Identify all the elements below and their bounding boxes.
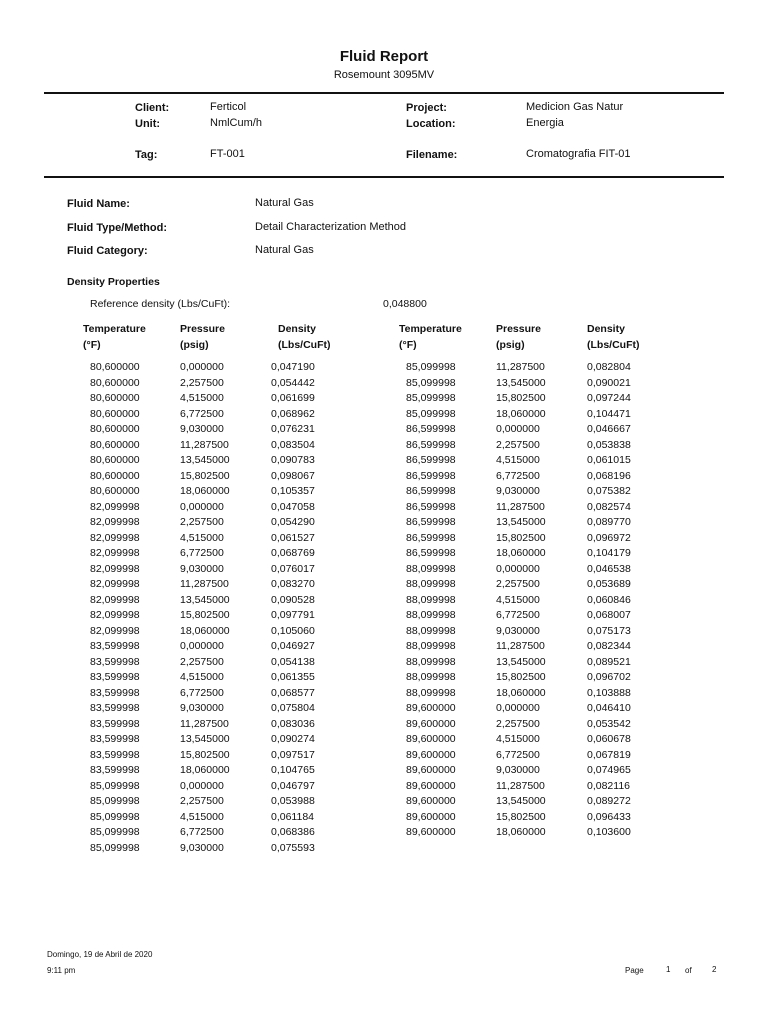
density-cell: 0,083504 — [271, 438, 315, 451]
report-subtitle: Rosemount 3095MV — [333, 69, 435, 81]
density-cell: 0,047058 — [271, 500, 315, 513]
footer-page-current: 1 — [666, 965, 671, 974]
fluid-name-label: Fluid Name: — [67, 198, 130, 210]
pressure-cell: 15,802500 — [496, 531, 546, 544]
pressure-cell: 4,515000 — [180, 392, 224, 404]
temperature-cell: 86,599998 — [406, 469, 456, 482]
temperature-cell: 89,600000 — [406, 764, 456, 776]
density-cell: 0,047190 — [271, 361, 315, 373]
temperature-cell: 85,099998 — [90, 810, 140, 823]
pressure-cell: 15,802500 — [496, 671, 546, 683]
density-cell: 0,061015 — [587, 454, 631, 466]
pressure-cell: 9,030000 — [180, 702, 224, 714]
temperature-cell: 83,599998 — [90, 671, 140, 683]
temperature-cell: 88,099998 — [406, 578, 456, 590]
density-cell: 0,089521 — [587, 655, 631, 668]
pressure-cell: 0,000000 — [180, 779, 224, 792]
pressure-cell: 11,287500 — [496, 361, 545, 373]
density-cell: 0,104179 — [587, 547, 631, 559]
temperature-cell: 82,099998 — [90, 578, 140, 590]
fluid-category-label: Fluid Category: — [67, 245, 148, 257]
density-cell: 0,068386 — [271, 826, 315, 838]
density-cell: 0,082804 — [587, 361, 631, 373]
density-cell: 0,098067 — [271, 469, 315, 482]
pressure-cell: 9,030000 — [180, 841, 224, 854]
temperature-cell: 85,099998 — [90, 779, 140, 792]
table-row — [0, 779, 768, 795]
temperature-cell: 88,099998 — [406, 671, 456, 683]
density-cell: 0,076017 — [271, 562, 315, 575]
pressure-cell: 4,515000 — [496, 733, 540, 745]
footer-date: Domingo, 19 de Abril de 2020 — [47, 950, 153, 959]
temperature-cell: 82,099998 — [90, 531, 140, 544]
fluid-type-value: Detail Characterization Method — [255, 221, 407, 233]
temperature-cell: 83,599998 — [90, 764, 140, 776]
pressure-cell: 18,060000 — [496, 686, 546, 699]
client-label: Client: — [135, 102, 170, 114]
footer-page-total: 2 — [712, 965, 717, 974]
temperature-cell: 82,099998 — [90, 562, 140, 575]
pressure-cell: 4,515000 — [180, 531, 224, 544]
pressure-cell: 18,060000 — [496, 826, 546, 838]
temperature-cell: 89,600000 — [406, 826, 456, 838]
pressure-cell: 0,000000 — [496, 562, 540, 575]
density-cell: 0,060846 — [587, 593, 631, 606]
table-row — [0, 670, 768, 686]
temperature-cell: 88,099998 — [406, 624, 456, 637]
density-cell: 0,090021 — [587, 376, 631, 389]
pressure-cell: 13,545000 — [496, 516, 546, 528]
temperature-cell: 85,099998 — [406, 376, 456, 389]
temperature-cell: 80,600000 — [90, 454, 140, 466]
table-row — [0, 841, 768, 857]
pressure-cell: 11,287500 — [496, 779, 545, 792]
temperature-cell: 82,099998 — [90, 516, 140, 528]
temperature-cell: 80,600000 — [90, 485, 140, 497]
temperature-cell: 89,600000 — [406, 795, 456, 807]
temperature-cell: 88,099998 — [406, 686, 456, 699]
pressure-cell: 13,545000 — [180, 454, 230, 466]
filename-value: Cromatografia FIT-01 — [526, 148, 631, 160]
table-row — [0, 531, 768, 547]
temperature-cell: 89,600000 — [406, 748, 456, 761]
density-cell: 0,082116 — [587, 779, 631, 792]
table-row — [0, 686, 768, 702]
table-row — [0, 701, 768, 717]
density-cell: 0,103600 — [587, 826, 631, 838]
table-row — [0, 639, 768, 655]
table-row — [0, 748, 768, 764]
density-cell: 0,096433 — [587, 810, 631, 823]
table-row — [0, 453, 768, 469]
reference-density-label: Reference density (Lbs/CuFt): — [90, 298, 231, 310]
density-cell: 0,089770 — [587, 516, 631, 528]
table-row — [0, 562, 768, 578]
pressure-cell: 11,287500 — [180, 438, 229, 451]
temperature-cell: 85,099998 — [406, 361, 456, 373]
pressure-cell: 0,000000 — [180, 361, 224, 373]
pressure-cell: 6,772500 — [496, 748, 540, 761]
pressure-cell: 9,030000 — [180, 423, 224, 435]
density-cell: 0,053838 — [587, 438, 631, 451]
pressure-cell: 6,772500 — [180, 407, 224, 420]
density-cell: 0,090528 — [271, 593, 315, 606]
temperature-cell: 80,600000 — [90, 469, 140, 482]
table-row — [0, 717, 768, 733]
temperature-cell: 89,600000 — [406, 779, 456, 792]
temperature-cell: 86,599998 — [406, 516, 456, 528]
pressure-cell: 18,060000 — [180, 764, 230, 776]
density-cell: 0,104765 — [271, 764, 315, 776]
project-label: Project: — [406, 102, 447, 114]
pressure-cell: 6,772500 — [180, 686, 224, 699]
density-cell: 0,053542 — [587, 717, 631, 730]
table-row — [0, 500, 768, 516]
density-cell: 0,068962 — [271, 407, 315, 420]
header-top-divider — [44, 92, 724, 94]
footer-of-label: of — [685, 966, 692, 975]
pressure-cell: 15,802500 — [180, 748, 230, 761]
density-cell: 0,061184 — [271, 810, 315, 823]
density-cell: 0,046667 — [587, 423, 631, 435]
temperature-cell: 83,599998 — [90, 748, 140, 761]
pressure-cell: 6,772500 — [180, 826, 224, 838]
pressure-cell: 2,257500 — [496, 438, 540, 451]
temperature-cell: 83,599998 — [90, 686, 140, 699]
density-cell: 0,075173 — [587, 624, 631, 637]
table-row — [0, 577, 768, 593]
pressure-cell: 4,515000 — [496, 593, 540, 606]
table-row — [0, 655, 768, 671]
pressure-cell: 13,545000 — [496, 655, 546, 668]
pressure-cell: 9,030000 — [180, 562, 224, 575]
table-row — [0, 794, 768, 810]
pressure-cell: 4,515000 — [496, 454, 540, 466]
pressure-cell: 2,257500 — [496, 717, 540, 730]
footer-time: 9:11 pm — [47, 966, 76, 975]
temperature-cell: 86,599998 — [406, 531, 456, 544]
density-cell: 0,053689 — [587, 578, 631, 590]
temperature-cell: 88,099998 — [406, 593, 456, 606]
unit-label: Unit: — [135, 118, 161, 130]
density-cell: 0,097791 — [271, 609, 315, 621]
header-bottom-divider — [44, 176, 724, 178]
density-cell: 0,067819 — [587, 748, 631, 761]
density-cell: 0,061527 — [271, 531, 315, 544]
pressure-cell: 6,772500 — [496, 609, 540, 621]
temperature-cell: 89,600000 — [406, 733, 456, 745]
density-cell: 0,061355 — [271, 671, 315, 683]
density-cell: 0,074965 — [587, 764, 631, 776]
table-row — [0, 484, 768, 500]
temperature-cell: 88,099998 — [406, 609, 456, 621]
table-row — [0, 515, 768, 531]
report-title: Fluid Report — [339, 48, 429, 65]
left-pressure-header: Pressure (psig) — [180, 323, 225, 351]
unit-value: NmlCum/h — [210, 117, 262, 129]
pressure-cell: 11,287500 — [180, 717, 229, 730]
pressure-cell: 2,257500 — [496, 578, 540, 590]
density-cell: 0,068196 — [587, 469, 631, 482]
pressure-cell: 2,257500 — [180, 516, 224, 528]
fluid-category-value: Natural Gas — [255, 244, 314, 256]
fluid-name-value: Natural Gas — [255, 197, 314, 209]
temperature-cell: 86,599998 — [406, 423, 456, 435]
table-row — [0, 469, 768, 485]
pressure-cell: 6,772500 — [180, 547, 224, 559]
density-cell: 0,076231 — [271, 423, 315, 435]
project-value: Medicion Gas Natur — [526, 101, 624, 113]
tag-value: FT-001 — [210, 148, 245, 160]
density-cell: 0,105357 — [271, 485, 315, 497]
pressure-cell: 9,030000 — [496, 485, 540, 497]
temperature-cell: 86,599998 — [406, 454, 456, 466]
table-row — [0, 360, 768, 376]
density-cell: 0,046797 — [271, 779, 315, 792]
tag-label: Tag: — [135, 149, 158, 161]
density-cell: 0,104471 — [587, 407, 631, 420]
pressure-cell: 6,772500 — [496, 469, 540, 482]
pressure-cell: 0,000000 — [496, 423, 540, 435]
temperature-cell: 85,099998 — [406, 407, 456, 420]
table-row — [0, 407, 768, 423]
density-cell: 0,090274 — [271, 733, 315, 745]
pressure-cell: 11,287500 — [180, 578, 229, 590]
pressure-cell: 0,000000 — [496, 702, 540, 714]
temperature-cell: 83,599998 — [90, 655, 140, 668]
pressure-cell: 18,060000 — [496, 407, 546, 420]
pressure-cell: 2,257500 — [180, 655, 224, 668]
pressure-cell: 18,060000 — [180, 485, 230, 497]
temperature-cell: 80,600000 — [90, 407, 140, 420]
temperature-cell: 82,099998 — [90, 609, 140, 621]
density-cell: 0,083036 — [271, 717, 315, 730]
pressure-cell: 11,287500 — [496, 640, 545, 652]
fluid-type-label: Fluid Type/Method: — [67, 222, 168, 234]
temperature-cell: 86,599998 — [406, 547, 456, 559]
table-row — [0, 391, 768, 407]
right-temperature-header: Temperature (°F) — [399, 323, 462, 351]
temperature-cell: 80,600000 — [90, 438, 140, 451]
temperature-cell: 85,099998 — [90, 795, 140, 807]
temperature-cell: 89,600000 — [406, 717, 456, 730]
density-cell: 0,053988 — [271, 795, 315, 807]
temperature-cell: 88,099998 — [406, 640, 456, 652]
temperature-cell: 85,099998 — [90, 841, 140, 854]
temperature-cell: 86,599998 — [406, 500, 456, 513]
table-row — [0, 438, 768, 454]
density-cell: 0,075804 — [271, 702, 315, 714]
density-cell: 0,082344 — [587, 640, 631, 652]
table-row — [0, 732, 768, 748]
temperature-cell: 80,600000 — [90, 392, 140, 404]
pressure-cell: 13,545000 — [180, 733, 230, 745]
left-temperature-header: Temperature (°F) — [83, 323, 146, 351]
density-cell: 0,105060 — [271, 624, 315, 637]
pressure-cell: 9,030000 — [496, 764, 540, 776]
right-density-header: Density (Lbs/CuFt) — [587, 323, 640, 351]
density-cell: 0,046410 — [587, 702, 631, 714]
temperature-cell: 85,099998 — [90, 826, 140, 838]
temperature-cell: 83,599998 — [90, 733, 140, 745]
density-cell: 0,089272 — [587, 795, 631, 807]
client-value: Ferticol — [210, 101, 247, 113]
pressure-cell: 2,257500 — [180, 376, 224, 389]
reference-density-value: 0,048800 — [383, 298, 427, 310]
temperature-cell: 82,099998 — [90, 547, 140, 559]
density-cell: 0,083270 — [271, 578, 315, 590]
density-cell: 0,096972 — [587, 531, 631, 544]
pressure-cell: 0,000000 — [180, 640, 224, 652]
pressure-cell: 13,545000 — [496, 795, 546, 807]
density-cell: 0,046538 — [587, 562, 631, 575]
table-row — [0, 608, 768, 624]
pressure-cell: 15,802500 — [180, 609, 230, 621]
pressure-cell: 11,287500 — [496, 500, 545, 513]
temperature-cell: 88,099998 — [406, 655, 456, 668]
density-cell: 0,054442 — [271, 376, 315, 389]
density-cell: 0,068769 — [271, 547, 315, 559]
table-row — [0, 825, 768, 841]
temperature-cell: 86,599998 — [406, 438, 456, 451]
pressure-cell: 9,030000 — [496, 624, 540, 637]
right-pressure-header: Pressure (psig) — [496, 323, 541, 351]
table-row — [0, 546, 768, 562]
temperature-cell: 89,600000 — [406, 702, 456, 714]
table-row — [0, 763, 768, 779]
pressure-cell: 15,802500 — [496, 392, 546, 404]
density-cell: 0,054138 — [271, 655, 315, 668]
pressure-cell: 15,802500 — [180, 469, 230, 482]
temperature-cell: 82,099998 — [90, 593, 140, 606]
filename-label: Filename: — [406, 149, 458, 161]
pressure-cell: 18,060000 — [180, 624, 230, 637]
temperature-cell: 89,600000 — [406, 810, 456, 823]
table-row — [0, 810, 768, 826]
density-cell: 0,046927 — [271, 640, 315, 652]
density-cell: 0,097517 — [271, 748, 315, 761]
density-cell: 0,103888 — [587, 686, 631, 699]
density-section-title: Density Properties — [67, 276, 160, 288]
temperature-cell: 83,599998 — [90, 640, 140, 652]
density-cell: 0,090783 — [271, 454, 315, 466]
temperature-cell: 80,600000 — [90, 376, 140, 389]
density-cell: 0,075382 — [587, 485, 631, 497]
table-row — [0, 593, 768, 609]
density-cell: 0,068007 — [587, 609, 631, 621]
table-row — [0, 376, 768, 392]
density-cell: 0,096702 — [587, 671, 631, 683]
density-cell: 0,054290 — [271, 516, 315, 528]
pressure-cell: 4,515000 — [180, 810, 224, 823]
density-cell: 0,097244 — [587, 392, 631, 404]
location-label: Location: — [406, 118, 456, 130]
temperature-cell: 80,600000 — [90, 361, 140, 373]
pressure-cell: 13,545000 — [180, 593, 230, 606]
temperature-cell: 86,599998 — [406, 485, 456, 497]
pressure-cell: 15,802500 — [496, 810, 546, 823]
location-value: Energia — [526, 117, 564, 129]
table-row — [0, 624, 768, 640]
pressure-cell: 0,000000 — [180, 500, 224, 513]
footer-page-label: Page — [625, 966, 644, 975]
density-cell: 0,082574 — [587, 500, 631, 513]
temperature-cell: 82,099998 — [90, 500, 140, 513]
pressure-cell: 18,060000 — [496, 547, 546, 559]
pressure-cell: 2,257500 — [180, 795, 224, 807]
density-cell: 0,075593 — [271, 841, 315, 854]
pressure-cell: 4,515000 — [180, 671, 224, 683]
pressure-cell: 13,545000 — [496, 376, 546, 389]
temperature-cell: 88,099998 — [406, 562, 456, 575]
temperature-cell: 85,099998 — [406, 392, 456, 404]
temperature-cell: 83,599998 — [90, 702, 140, 714]
table-row — [0, 422, 768, 438]
left-density-header: Density (Lbs/CuFt) — [278, 323, 331, 351]
density-cell: 0,068577 — [271, 686, 315, 699]
temperature-cell: 82,099998 — [90, 624, 140, 637]
temperature-cell: 83,599998 — [90, 717, 140, 730]
density-cell: 0,061699 — [271, 392, 315, 404]
temperature-cell: 80,600000 — [90, 423, 140, 435]
density-cell: 0,060678 — [587, 733, 631, 745]
